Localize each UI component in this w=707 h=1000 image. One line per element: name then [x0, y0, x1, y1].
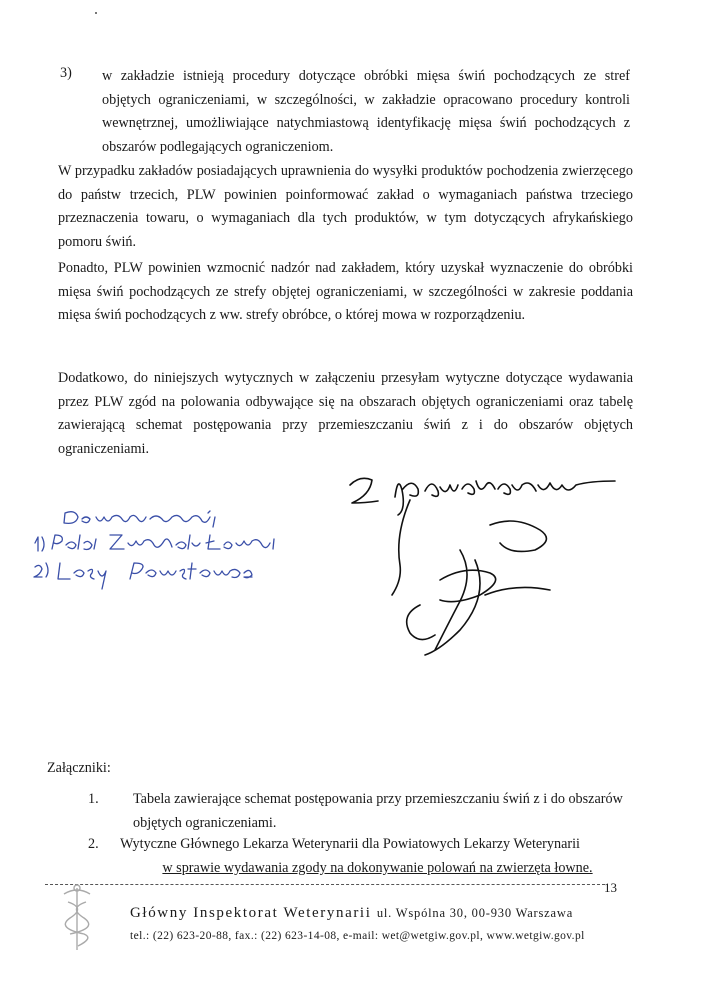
page-number: 13: [604, 880, 617, 895]
institution-address: ul. Wspólna 30, 00-930 Warszawa: [376, 906, 574, 920]
handwritten-note: [30, 505, 290, 595]
inspectorate-logo-icon: [50, 880, 105, 960]
footer-contact: tel.: (22) 623-20-88, fax.: (22) 623-14-08, e-mail: wet@wetgiw.gov.pl, www.wetgiw.gov.pl: [130, 930, 585, 942]
attachment-text: Tabela zawierające schemat postępowania przy przemieszczaniu świń z i do obszarów objętych ograniczeniami.: [133, 791, 623, 831]
attachment-number: 2.: [88, 836, 99, 852]
paragraph-supervision: Ponadto, PLW powinien wzmocnić nadzór nad zakładem, który uzyskał wyznaczenie do obróbki mięsa świń pochodzących ze strefy objętej ograniczeniami, w szczególności w zakresie poddania mięsa świń pochodzących z ww. strefy obróbce, o której mowa w rozporządzeniu.: [58, 260, 633, 323]
attachment-number: 1.: [88, 791, 99, 807]
attachment-text: [120, 832, 635, 880]
attachment-text-line2: w sprawie wydawania zgody na dokonywanie polowań na zwierzęta łowne.: [162, 860, 593, 876]
attachments-heading: Załączniki:: [47, 760, 111, 776]
attachment-text-line1: Wytyczne Głównego Lekarza Weterynarii dla Powiatowych Lekarzy Weterynarii: [120, 836, 580, 852]
list-item-number: 3): [60, 65, 72, 81]
footer-institution: [130, 905, 573, 922]
footer-divider: [45, 884, 605, 885]
paragraph-third-countries: W przypadku zakładów posiadających uprawnienia do wysyłki produktów pochodzenia zwierzęcego do państw trzecich, PLW powinien poinformować zakład o wymaganiach państwa trzeciego przeznaczenia towaru, o wymaganiach dla tych produktów, w tym dotyczących afrykańskiego pomoru świń.: [58, 163, 633, 250]
paragraph-attachments-note: Dodatkowo, do niniejszych wytycznych w załączeniu przesyłam wytyczne dotyczące wydawania przez PLW zgód na polowania odbywające się na obszarach objętych ograniczeniami oraz tabelę zawierającą schemat postępowania przy przemieszczaniu świń z i do obszarów objętych ograniczeniami.: [58, 370, 633, 457]
handwritten-signature: [340, 455, 630, 665]
institution-name: Główny Inspektorat Weterynarii: [130, 905, 372, 921]
scan-speck: [95, 12, 97, 14]
list-item-text: w zakładzie istnieją procedury dotyczące obróbki mięsa świń pochodzących ze stref objętych ograniczeniami, w szczególności, w zakładzie opracowano procedury kontroli wewnętrznej, umożliwiające natychmiastową identyfikację mięsa świń pochodzących z obszarów podlegających ograniczeniom.: [102, 68, 630, 155]
